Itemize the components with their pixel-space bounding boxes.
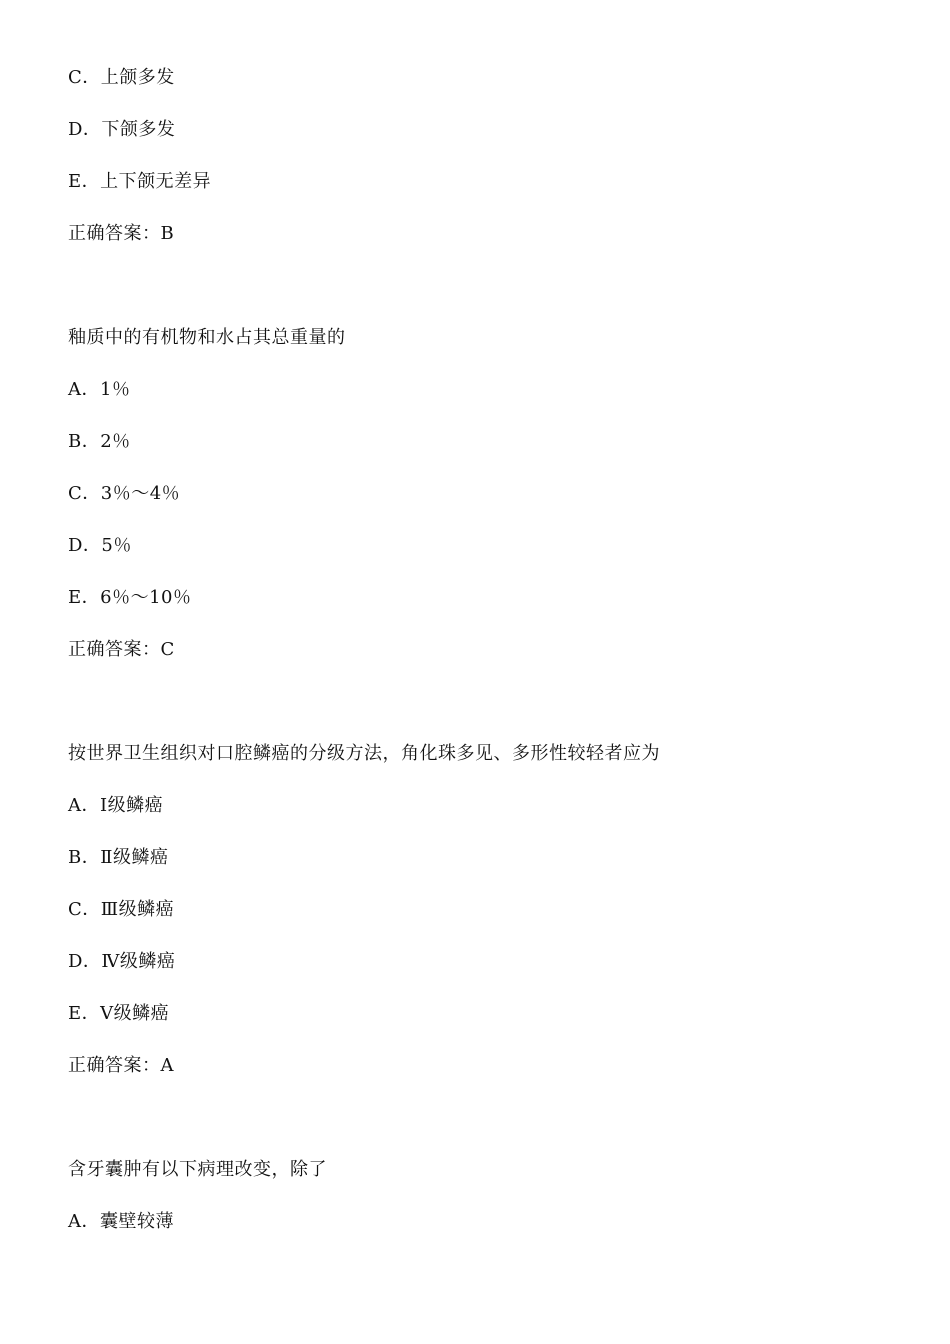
option-d: D．下颌多发 (68, 119, 176, 140)
question-stem: 含牙囊肿有以下病理改变，除了 (68, 1159, 327, 1180)
option-b: B．Ⅱ级鳞癌 (68, 847, 169, 868)
option-a: A．囊壁较薄 (68, 1211, 174, 1232)
answer: 正确答案：C (68, 639, 175, 660)
option-c: C．3％～4％ (68, 483, 181, 504)
option-b: B．2％ (68, 431, 131, 452)
option-a: A．1％ (68, 379, 131, 400)
answer: 正确答案：A (68, 1055, 174, 1076)
answer: 正确答案：B (68, 223, 175, 244)
question-stem: 按世界卫生组织对口腔鳞癌的分级方法，角化珠多见、多形性较轻者应为 (68, 743, 660, 764)
option-e: E．Ⅴ级鳞癌 (68, 1003, 170, 1024)
option-c: C．上颌多发 (68, 67, 175, 88)
option-e: E．上下颌无差异 (68, 171, 212, 192)
option-e: E．6％～10％ (68, 587, 192, 608)
option-a: A．Ⅰ级鳞癌 (68, 795, 164, 816)
option-c: C．Ⅲ级鳞癌 (68, 899, 175, 920)
option-d: D．5％ (68, 535, 132, 556)
option-d: D．Ⅳ级鳞癌 (68, 951, 176, 972)
question-stem: 釉质中的有机物和水占其总重量的 (68, 327, 346, 348)
